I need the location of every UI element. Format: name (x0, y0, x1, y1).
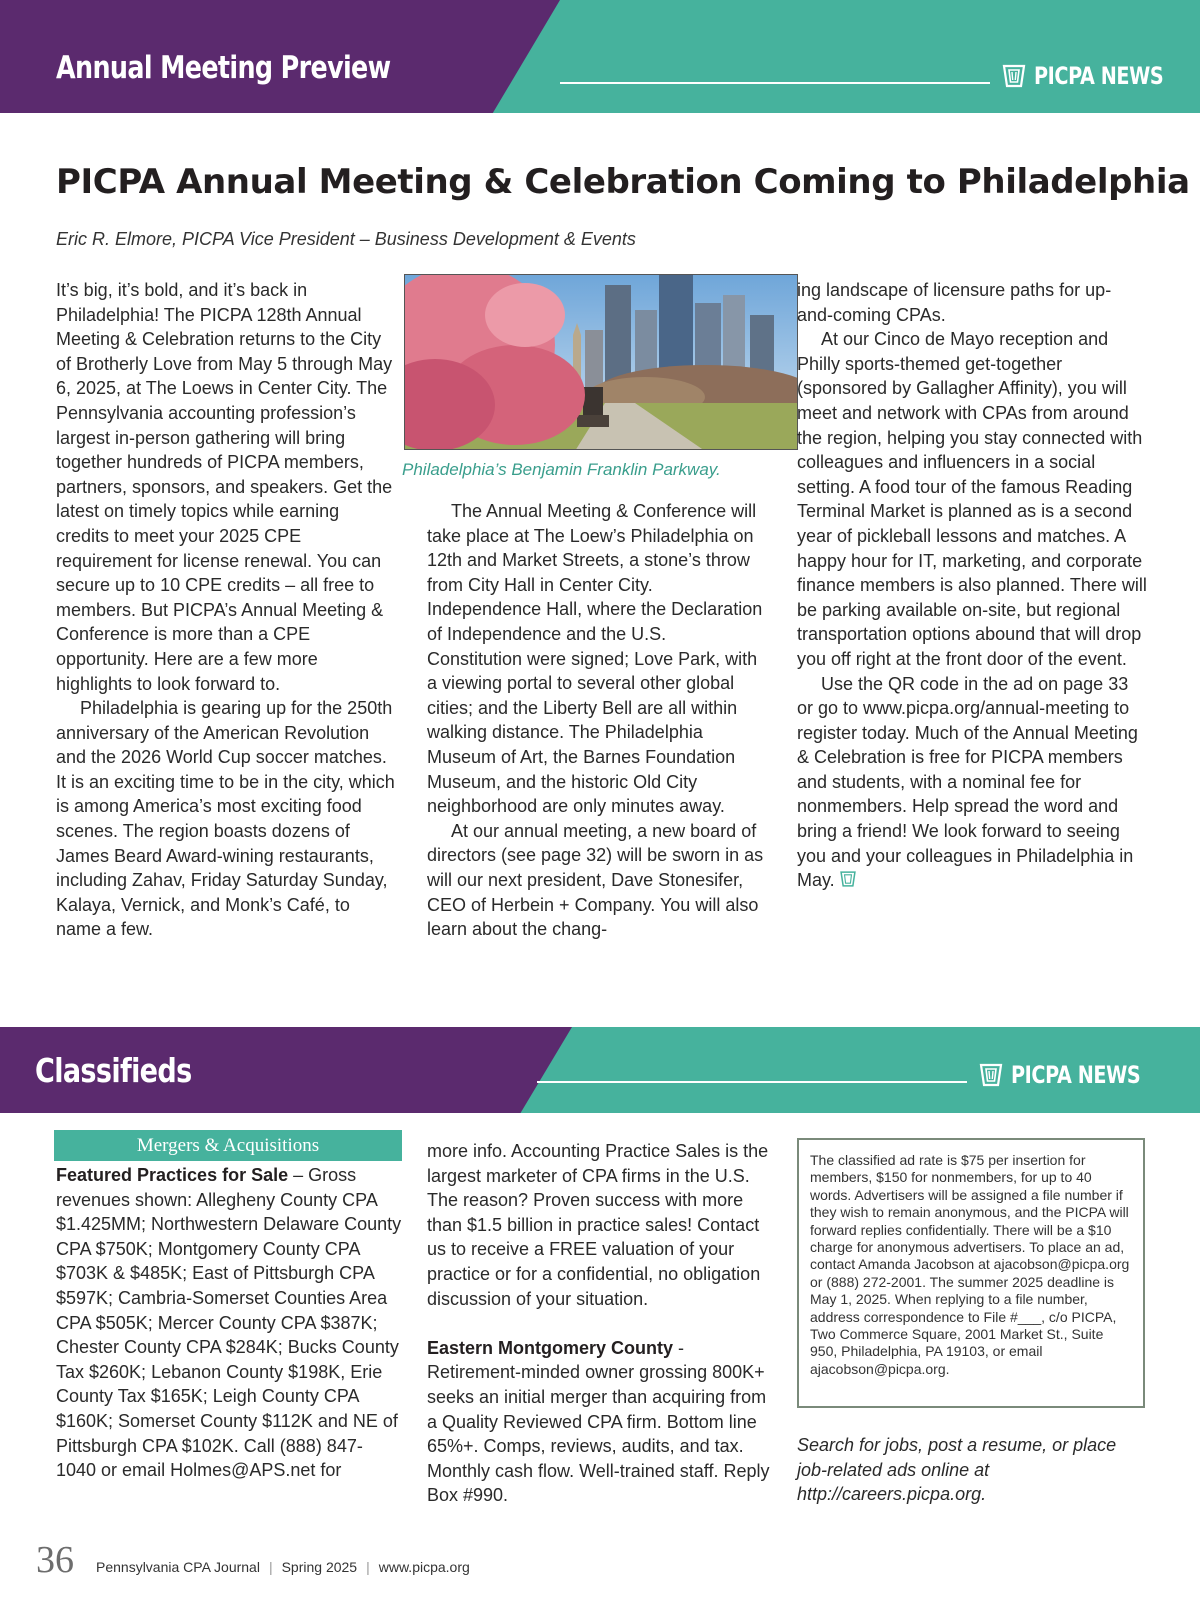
page-number: 36 (36, 1539, 74, 1581)
classified-rate-box: The classified ad rate is $75 per insertion for members, $150 for nonmembers, for up to 40 words. Advertisers will be assigned a file number if they wish to remain anonymous, and the PICPA will forward replies confidentially. There will be a $10 charge for anonymous advertisers. To place an ad, contact Amanda Jacobson at ajacobson@picpa.org or (888) 272-2001. The summer 2025 deadline is May 1, 2025. When replying to a file number, address correspondence to File #___, c/o PICPA, Two Commerce Square, 2001 Market St., Suite 950, Philadelphia, PA 19103, or email ajacobson@picpa.org. (797, 1138, 1145, 1408)
banner-divider (560, 82, 990, 84)
article-paragraph: At our Cinco de Mayo reception and Philly sports-themed get-together (sponsored by Gallagher Affinity), you will meet and network with CPAs from around the region, helping you stay connected with colleagues and influencers in a social setting. A food tour of the famous Reading Terminal Market is planned as is a second year of pickleball lessons and matches. A happy hour for IT, marketing, and corporate finance members is also planned. There will be parking available on-site, but regional transportation options abound that will drop you off right at the front door of the event. (797, 329, 1147, 669)
banner-divider (537, 1081, 967, 1083)
article-paragraph: The Annual Meeting & Conference will take place at The Loew’s Philadelphia on 12th and Market Streets, a stone’s throw from City Hall in Center City. Independence Hall, where the Declaration of Independence and the U.S. Constitution were signed; Love Park, with a viewing portal to several other global cities; and the Liberty Bell are all within walking distance. The Philadelphia Museum of Art, the Barnes Foundation Museum, and the historic Old City neighborhood are only minutes away. (427, 501, 763, 817)
section-banner (0, 1027, 1200, 1113)
photo-caption: Philadelphia’s Benjamin Franklin Parkway. (402, 460, 721, 479)
section-title: Annual Meeting Preview (56, 50, 391, 86)
picpa-keystone-icon (839, 870, 857, 888)
brand-label (978, 1061, 1173, 1089)
classified-ad-text: – Gross revenues shown: Allegheny County CPA $1.425MM; Northwestern Delaware County CPA $750K; Montgomery County CPA $703K & $485K; East of Pittsburgh CPA $597K; Cambria-Somerset Counties Area CPA $505K; Mercer County CPA $387K; Chester County CPA $284K; Bucks County Tax $260K; Lebanon County $198K, Erie County Tax $165K; Leigh County CPA $160K; Somerset County $112K and NE of Pittsburgh CPA $102K. Call (888) 847-1040 or email Holmes@APS.net for (56, 1165, 402, 1481)
classified-column-1 (56, 1163, 402, 1483)
footer-separator: | (268, 1559, 273, 1575)
website-link[interactable]: www.picpa.org (378, 1559, 470, 1575)
publication-name: Pennsylvania CPA Journal (96, 1559, 260, 1575)
article-paragraph: At our annual meeting, a new board of directors (see page 32) will be sworn in as will our next president, Dave Stonesifer, CEO of Herbein + Company. You will also learn about the chang- (427, 820, 764, 940)
parkway-photo (404, 274, 798, 450)
careers-note: Search for jobs, post a resume, or place job-related ads online at http://careers.picpa.org. (797, 1435, 1117, 1505)
classified-column-2 (427, 1139, 775, 1508)
classified-ad-title: Eastern Montgomery County (427, 1337, 674, 1358)
issue-label: Spring 2025 (281, 1559, 358, 1575)
brand-label (1001, 62, 1196, 90)
article-paragraph: It’s big, it’s bold, and it’s back in Philadelphia! The PICPA 128th Annual Meeting & Celebration returns to the City of Brotherly Love from May 5 through May 6, 2025, at The Loews in Center City. The Pennsylvania accounting profession’s largest in-person gathering will bring together hundreds of PICPA members, partners, sponsors, and speakers. Get the latest on timely topics while earning credits to meet your 2025 CPE requirement for license renewal. You can secure up to 10 CPE credits – all free to members. But PICPA’s Annual Meeting & Conference is more than a CPE opportunity. Here are a few more highlights to look forward to. (56, 280, 393, 694)
article-paragraph: Use the QR code in the ad on page 33 or go to www.picpa.org/annual-meeting to register today. Much of the Annual Meeting & Celebration is free for PICPA members and students, with a nominal fee for nonmembers. Help spread the word and bring a friend! We look forward to seeing you and your colleagues in Philadelphia in May. (797, 673, 1138, 891)
picpa-keystone-icon (978, 1062, 1004, 1088)
classified-ad-text: - Retirement-minded owner grossing 800K+ seeks an initial merger than acquiring from a Quality Reviewed CPA firm. Bottom line 65%+. Comps, reviews, audits, and tax. Monthly cash flow. Well-trained staff. Reply Box #990. (427, 1337, 770, 1506)
section-banner (0, 0, 1200, 113)
section-title: Classifieds (35, 1051, 192, 1090)
page-footer (36, 1538, 470, 1582)
footer-separator: | (366, 1559, 370, 1575)
classified-ad-text: more info. Accounting Practice Sales is the largest marketer of CPA firms in the U.S. The reason? Proven success with more than $1.5 billion in practice sales! Contact us to receive a FREE valuation of your practice or for a confidential, no obligation discussion of your situation. (427, 1141, 769, 1309)
article-column-3 (797, 278, 1147, 893)
brand-name: PICPA NEWS (1011, 1061, 1141, 1089)
classified-category-header: Mergers & Acquisitions (54, 1130, 402, 1161)
classified-ad-title: Featured Practices for Sale (56, 1165, 289, 1185)
article-column-1 (56, 278, 396, 942)
article-byline: Eric R. Elmore, PICPA Vice President – Business Development & Events (56, 229, 636, 249)
picpa-keystone-icon (1001, 63, 1027, 89)
article-paragraph: ing landscape of licensure paths for up-and-coming CPAs. (797, 280, 1112, 325)
article-headline: PICPA Annual Meeting & Celebration Coming to Philadelphia (56, 162, 1190, 202)
brand-name: PICPA NEWS (1034, 62, 1164, 90)
article-column-2 (427, 499, 765, 942)
article-paragraph: Philadelphia is gearing up for the 250th anniversary of the American Revolution and the 2026 World Cup soccer matches. It is an exciting time to be in the city, which is among America’s most exciting food scenes. The region boasts dozens of James Beard Award-wining restaurants, including Zahav, Friday Saturday Sunday, Kalaya, Vernick, and Monk’s Café, to name a few. (56, 698, 395, 940)
